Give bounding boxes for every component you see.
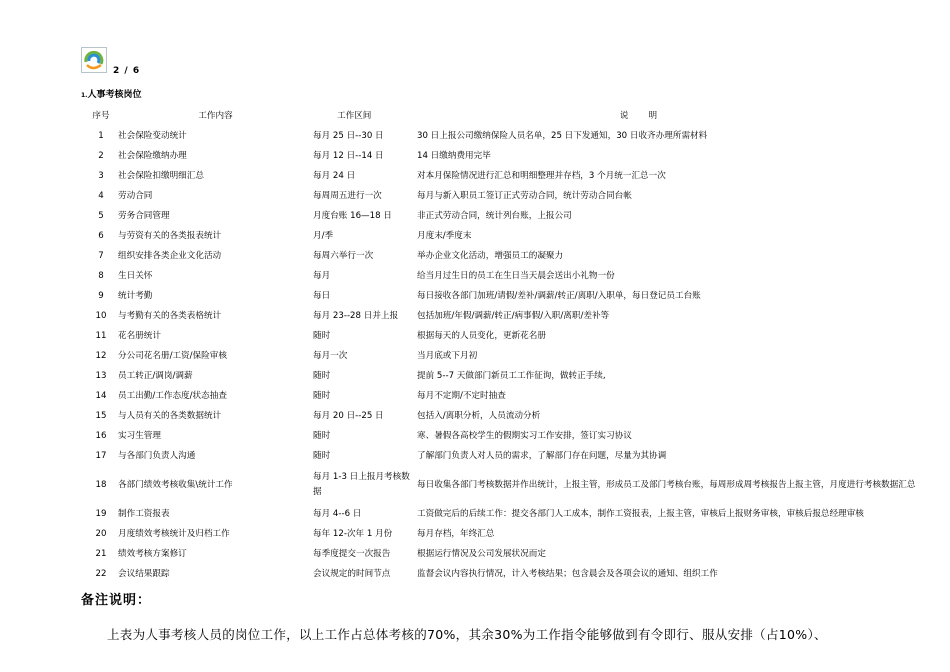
cell-content: 花名册统计 — [118, 330, 161, 341]
cell-index: 5 — [98, 210, 104, 221]
cell-period: 随时 — [313, 390, 331, 401]
cell-period: 每日 — [313, 290, 331, 301]
page-number: 2 / 6 — [113, 66, 141, 76]
cell-index: 10 — [95, 310, 107, 321]
cell-index: 17 — [95, 450, 107, 461]
cell-index: 12 — [95, 350, 107, 361]
note-title: 备注说明： — [81, 593, 152, 608]
cell-content: 月度绩效考核统计及归档工作 — [118, 528, 230, 539]
cell-index: 19 — [95, 508, 107, 519]
cell-index: 2 — [98, 150, 104, 161]
section-number: 1. — [81, 92, 88, 99]
cell-period: 每月 4--6 日 — [313, 508, 362, 519]
table-row — [84, 226, 920, 246]
cell-period: 每月 25 日--30 日 — [313, 130, 384, 141]
cell-period: 每月 — [313, 270, 331, 281]
table-row — [84, 426, 920, 446]
section-title — [81, 87, 141, 100]
header-work-content: 工作内容 — [198, 110, 233, 121]
cell-period: 每年 12-次年 1 月份 — [313, 528, 393, 539]
cell-index: 15 — [95, 410, 107, 421]
cell-index: 13 — [95, 370, 107, 381]
cell-index: 16 — [95, 430, 107, 441]
cell-period: 会议规定的时间节点 — [313, 568, 391, 579]
table-row — [84, 166, 920, 186]
cell-period: 每月 24 日 — [313, 170, 356, 181]
cell-description: 工资做完后的后续工作：提交各部门人工成本，制作工资报表，上报主管，审核后上报财务审核，审核后报总经理审核 — [417, 508, 864, 519]
header-index: 序号 — [92, 110, 110, 121]
cell-description: 监督会议内容执行情况，计入考核结果；包含晨会及各项会议的通知、组织工作 — [417, 568, 718, 579]
cell-period: 每月一次 — [313, 350, 348, 361]
cell-index: 8 — [98, 270, 104, 281]
table-row — [84, 306, 920, 326]
cell-index: 22 — [95, 568, 107, 579]
cell-period: 每季度提交一次报告 — [313, 548, 391, 559]
cell-period: 每月 23--28 日并上报 — [313, 310, 399, 321]
cell-content: 统计考勤 — [118, 290, 153, 301]
cell-description: 非正式劳动合同，统计列台账，上报公司 — [417, 210, 572, 221]
job-duties-table — [84, 106, 920, 584]
table-row — [84, 544, 920, 564]
company-logo-icon — [81, 47, 107, 73]
table-row — [84, 366, 920, 386]
cell-content: 会议结果跟踪 — [118, 568, 170, 579]
cell-period: 每月 20 日--25 日 — [313, 410, 384, 421]
cell-index: 9 — [98, 290, 104, 301]
cell-content: 员工转正/调岗/调薪 — [118, 370, 193, 381]
section-title-text: 人事考核岗位 — [87, 90, 142, 100]
header-description-1: 说 — [619, 110, 629, 121]
header-description — [417, 106, 920, 126]
table-row — [84, 266, 920, 286]
cell-content: 分公司花名册/工资/保险审核 — [118, 350, 227, 361]
cell-description: 给当月过生日的员工在生日当天晨会送出小礼物一份 — [417, 270, 615, 281]
cell-index: 6 — [98, 230, 104, 241]
cell-index: 11 — [95, 330, 107, 341]
cell-content: 劳务合同管理 — [118, 210, 170, 221]
cell-description: 根据每天的人员变化，更新花名册 — [417, 330, 546, 341]
cell-period: 随时 — [313, 370, 331, 381]
cell-description: 每月不定期/不定时抽查 — [417, 390, 506, 401]
note-body: 上表为人事考核人员的岗位工作，以上工作占总体考核的70%，其余30%为工作指令能够做到有令即行、服从安排（占10%）、 — [107, 627, 827, 642]
cell-index: 7 — [98, 250, 104, 261]
cell-content: 生日关怀 — [118, 270, 153, 281]
cell-content: 组织安排各类企业文化活动 — [118, 250, 222, 261]
cell-description: 提前 5--7 天做部门新员工工作征询，做转正手续, — [417, 370, 606, 381]
cell-description: 根据运行情况及公司发展状况而定 — [417, 548, 546, 559]
cell-period: 随时 — [313, 450, 331, 461]
table-row — [84, 186, 920, 206]
table-row — [84, 346, 920, 366]
cell-period: 每周周五进行一次 — [313, 190, 382, 201]
cell-description: 了解部门负责人对人员的需求，了解部门存在问题，尽量为其协调 — [417, 450, 667, 461]
table-row — [84, 246, 920, 266]
cell-content: 与各部门负责人沟通 — [118, 450, 196, 461]
cell-period: 每月 1-3 日上报月考核数据 — [313, 472, 410, 497]
table-row — [84, 466, 920, 504]
cell-content: 社会保险缴纳办理 — [118, 150, 187, 161]
cell-content: 员工出勤/工作态度/状态抽查 — [118, 390, 227, 401]
cell-description: 每日收集各部门考核数据并作出统计，上报主管，形成员工及部门考核台账，每周形成周考核报告上报主管，月度进行考核数据汇总 — [417, 479, 916, 490]
cell-content: 劳动合同 — [118, 190, 153, 201]
cell-period: 每周六举行一次 — [313, 250, 374, 261]
cell-index: 4 — [98, 190, 104, 201]
cell-description: 包括入/离职分析，人员流动分析 — [417, 410, 541, 421]
cell-period: 随时 — [313, 330, 331, 341]
cell-content: 实习生管理 — [118, 430, 161, 441]
cell-description: 每月存档，年终汇总 — [417, 528, 495, 539]
cell-index: 1 — [98, 130, 104, 141]
table-row — [84, 564, 920, 584]
cell-description: 30 日上报公司缴纳保险人员名单，25 日下发通知，30 日收齐办理所需材料 — [417, 130, 708, 141]
cell-description: 对本月保险情况进行汇总和明细整理并存档，3 个月统一汇总一次 — [417, 170, 666, 181]
cell-period: 月度台账 16—18 日 — [313, 210, 392, 221]
cell-description: 每月与新入职员工签订正式劳动合同，统计劳动合同台帐 — [417, 190, 632, 201]
table-header-row — [84, 106, 920, 126]
cell-index: 3 — [98, 170, 104, 181]
cell-content: 社会保险扣缴明细汇总 — [118, 170, 204, 181]
table-row — [84, 206, 920, 226]
table-row — [84, 326, 920, 346]
cell-description: 寒、暑假各高校学生的假期实习工作安排，签订实习协议 — [417, 430, 632, 441]
cell-index: 18 — [95, 479, 107, 490]
cell-description: 举办企业文化活动，增强员工的凝聚力 — [417, 250, 564, 261]
table-row — [84, 504, 920, 524]
cell-description: 每日接收各部门加班/请假/差补/调薪/转正/离职/入职单，每日登记员工台账 — [417, 290, 701, 301]
table-row — [84, 146, 920, 166]
cell-period: 随时 — [313, 430, 331, 441]
cell-content: 绩效考核方案修订 — [118, 548, 187, 559]
header-work-period: 工作区间 — [337, 110, 372, 121]
cell-description: 月度末/季度末 — [417, 230, 472, 241]
cell-period: 月/季 — [313, 230, 334, 241]
cell-content: 与人员有关的各类数据统计 — [118, 410, 222, 421]
cell-description: 包括加班/年假/调薪/转正/病事假/入职/离职/差补等 — [417, 310, 610, 321]
table-row — [84, 386, 920, 406]
cell-description: 14 日缴纳费用完毕 — [417, 150, 491, 161]
header-description-2: 明 — [648, 110, 658, 121]
cell-index: 14 — [95, 390, 107, 401]
cell-index: 20 — [95, 528, 107, 539]
table-row — [84, 446, 920, 466]
table-row — [84, 286, 920, 306]
cell-content: 制作工资报表 — [118, 508, 170, 519]
cell-content: 各部门绩效考核收集\统计工作 — [118, 479, 233, 490]
table-row — [84, 406, 920, 426]
cell-period: 每月 12 日--14 日 — [313, 150, 384, 161]
cell-content: 与劳资有关的各类报表统计 — [118, 230, 222, 241]
cell-content: 社会保险变动统计 — [118, 130, 187, 141]
cell-description: 当月底或下月初 — [417, 350, 478, 361]
cell-content: 与考勤有关的各类表格统计 — [118, 310, 222, 321]
table-row — [84, 524, 920, 544]
table-row — [84, 126, 920, 146]
cell-index: 21 — [95, 548, 107, 559]
